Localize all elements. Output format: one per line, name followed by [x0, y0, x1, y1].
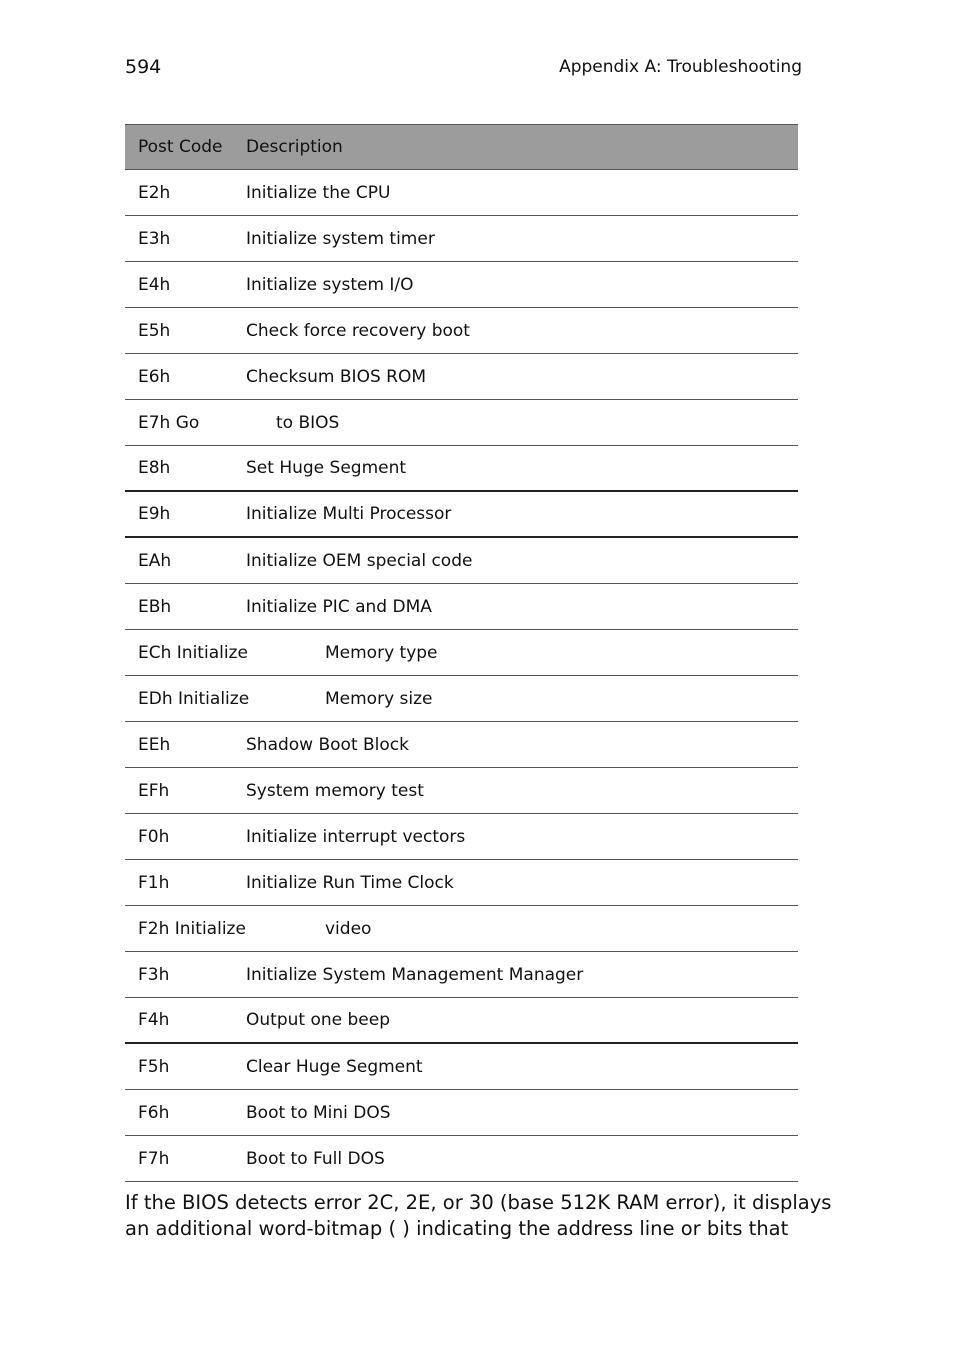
description: Initialize system I/O [246, 274, 414, 295]
description: Initialize system timer [246, 228, 435, 249]
post-code: EDh Initialize [138, 688, 250, 709]
description: Memory size [325, 688, 433, 709]
description: System memory test [246, 780, 424, 801]
table-row [125, 952, 798, 998]
post-code: F5h [138, 1056, 170, 1077]
description: Initialize System Management Manager [246, 964, 584, 985]
table-row [125, 1136, 798, 1182]
table-row [125, 722, 798, 768]
description: Initialize the CPU [246, 182, 391, 203]
page-number: 594 [125, 56, 162, 78]
table-row [125, 584, 798, 630]
post-code: F2h Initialize [138, 918, 246, 939]
post-code: F6h [138, 1102, 170, 1123]
description: Boot to Mini DOS [246, 1102, 391, 1123]
post-code: E7h Go [138, 412, 200, 433]
table-row [125, 400, 798, 446]
description: video [325, 918, 372, 939]
post-code: F7h [138, 1148, 170, 1169]
description: Checksum BIOS ROM [246, 366, 427, 387]
post-code: ECh Initialize [138, 642, 248, 663]
table-row [125, 1090, 798, 1136]
description: Output one beep [246, 1010, 390, 1030]
description: Initialize Run Time Clock [246, 872, 454, 893]
description: Shadow Boot Block [246, 734, 409, 755]
table-row [125, 446, 798, 492]
table-row [125, 262, 798, 308]
header-post-code: Post Code [138, 137, 223, 157]
body-paragraph [125, 1190, 832, 1242]
table-row [125, 308, 798, 354]
table-row [125, 354, 798, 400]
description: Clear Huge Segment [246, 1056, 423, 1077]
description: Initialize OEM special code [246, 550, 473, 571]
post-code: EAh [138, 550, 172, 571]
table-row [125, 170, 798, 216]
table-row [125, 768, 798, 814]
description: Check force recovery boot [246, 320, 470, 341]
table-row [125, 906, 798, 952]
post-code: F0h [138, 826, 170, 847]
post-code-table [125, 124, 798, 1182]
post-code: EFh [138, 780, 170, 801]
description: to BIOS [276, 412, 340, 433]
table-row [125, 630, 798, 676]
table-row [125, 676, 798, 722]
paragraph-line: an additional word-bitmap ( ) indicating the address line or bits that [125, 1217, 789, 1240]
paragraph-line: If the BIOS detects error 2C, 2E, or 30 (base 512K RAM error), it displays [125, 1191, 832, 1214]
table-row [125, 538, 798, 584]
post-code: F1h [138, 872, 170, 893]
description: Initialize PIC and DMA [246, 596, 432, 617]
table-header [125, 124, 798, 170]
running-title: Appendix A: Troubleshooting [559, 57, 802, 77]
post-code: E3h [138, 228, 171, 249]
post-code: E4h [138, 274, 171, 295]
description: Boot to Full DOS [246, 1148, 385, 1169]
post-code: EEh [138, 734, 171, 755]
post-code: E9h [138, 504, 171, 524]
table-row [125, 492, 798, 538]
post-code: EBh [138, 596, 172, 617]
description: Set Huge Segment [246, 458, 407, 478]
description: Initialize interrupt vectors [246, 826, 466, 847]
post-code: E5h [138, 320, 171, 341]
description: Initialize Multi Processor [246, 504, 452, 524]
description: Memory type [325, 642, 438, 663]
post-code: E2h [138, 182, 171, 203]
post-code: F3h [138, 964, 170, 985]
table-row [125, 814, 798, 860]
table-row [125, 216, 798, 262]
table-row [125, 1044, 798, 1090]
table-row [125, 860, 798, 906]
table-row [125, 998, 798, 1044]
post-code: F4h [138, 1010, 170, 1030]
post-code: E8h [138, 458, 171, 478]
post-code: E6h [138, 366, 171, 387]
header-description: Description [246, 137, 343, 157]
